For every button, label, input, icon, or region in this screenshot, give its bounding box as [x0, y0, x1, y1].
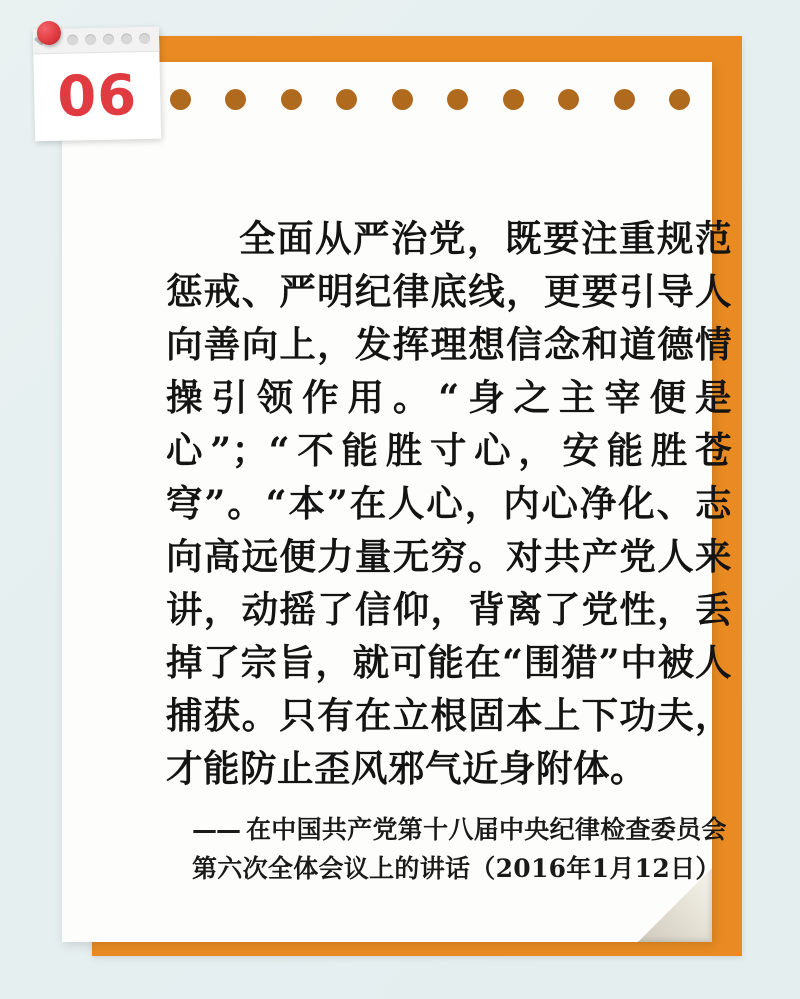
dot-icon	[614, 89, 635, 110]
quote-body-text: 全面从严治党，既要注重规范惩戒、严明纪律底线，更要引导人向善向上，发挥理想信念和道德情操引领作用。“身之主宰便是心”；“不能胜寸心，安能胜苍穹”。“本”在人心，内心净化、志向高远便力量无穷。对共产党人来讲，动摇了信仰，背离了党性，丢掉了宗旨，就可能在“围猎”中被人捕获。只有在立根固本上下功夫，才能防止歪风邪气近身附体。	[166, 217, 732, 790]
calendar-tab	[33, 27, 161, 142]
dot-icon	[281, 89, 302, 110]
dot-icon	[170, 89, 191, 110]
dot-icon	[503, 89, 524, 110]
push-pin-icon	[31, 19, 66, 54]
section-number: 06	[56, 63, 138, 130]
dot-icon	[669, 89, 690, 110]
quote-attribution	[192, 810, 740, 888]
dot-icon	[447, 89, 468, 110]
binder-ring-icon	[85, 34, 96, 45]
decorative-dot-row	[170, 86, 690, 112]
binder-ring-icon	[121, 33, 132, 44]
binder-ring-icon	[139, 33, 150, 44]
push-pin-head	[37, 21, 61, 45]
attribution-source: 在中国共产党第十八届中央纪律检查委员会第六次全体会议上的讲话（2016年1月12日）	[192, 815, 727, 883]
binder-ring-icon	[103, 34, 114, 45]
binder-ring-icon	[67, 34, 78, 45]
dot-icon	[336, 89, 357, 110]
dot-icon	[392, 89, 413, 110]
attribution-dash: ——	[192, 815, 240, 844]
dot-icon	[558, 89, 579, 110]
note-card	[62, 62, 732, 942]
dot-icon	[225, 89, 246, 110]
